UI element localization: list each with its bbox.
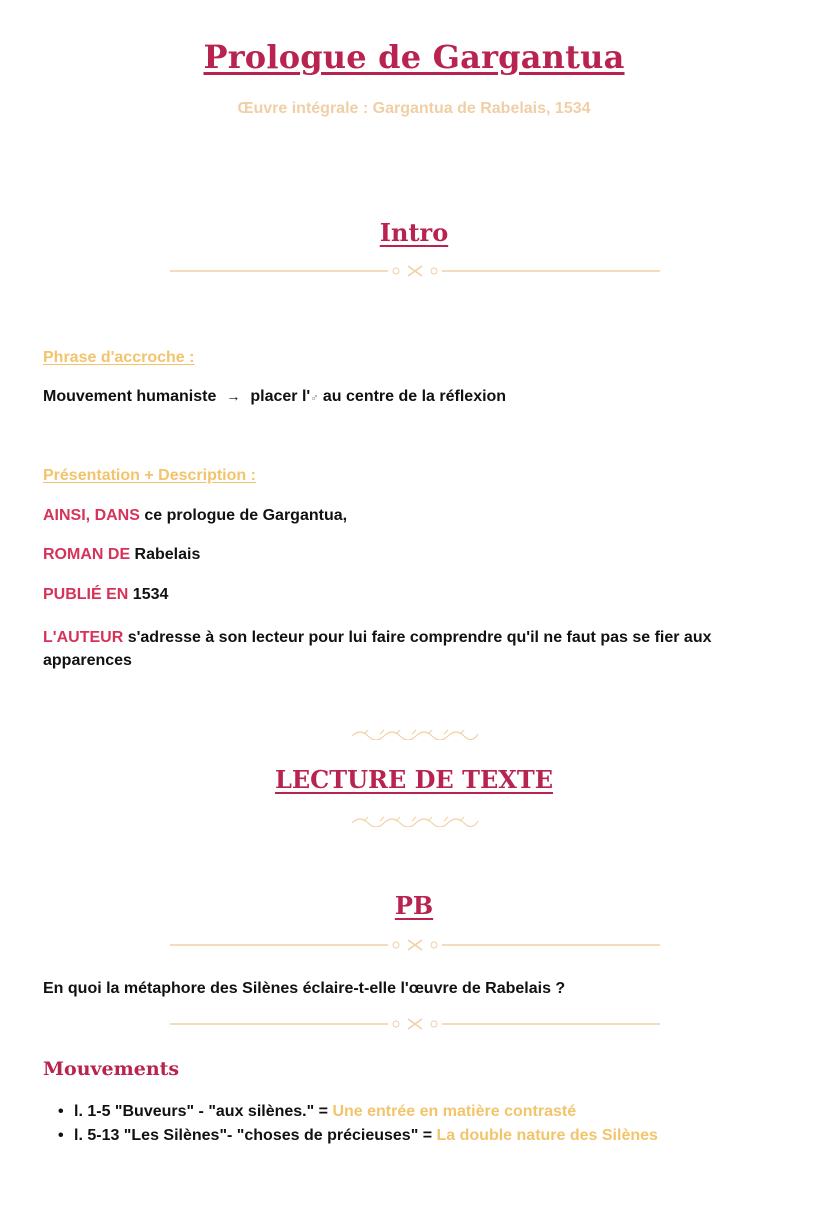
keyword: L'AUTEUR — [43, 629, 124, 646]
intro-heading: Intro — [379, 218, 449, 247]
mouvements-heading: Mouvements — [43, 1058, 180, 1080]
accroche-right-a: placer l' — [250, 388, 311, 405]
line-text: 1534 — [128, 586, 169, 603]
accroche-line — [43, 388, 506, 406]
mouvement-range: l. 1-5 "Buveurs" - "aux silènes." = — [74, 1103, 333, 1120]
line-text: s'adresse à son lecteur pour lui faire comprendre qu'il ne faut pas se fier aux apparences — [43, 629, 712, 669]
presentation-line — [43, 507, 347, 525]
pb-heading: PB — [394, 891, 434, 920]
ornament-divider — [170, 1018, 660, 1030]
page-subtitle: Œuvre intégrale : Gargantua de Rabelais, 1534 — [237, 100, 591, 117]
accroche-label: Phrase d'accroche : — [43, 349, 195, 366]
lecture-heading: LECTURE DE TEXTE — [274, 765, 554, 794]
accroche-right-b: au centre de la réflexion — [318, 388, 507, 405]
page-title: Prologue de Gargantua — [203, 38, 625, 76]
arrow-right-icon: → — [226, 388, 241, 404]
problematique-question: En quoi la métaphore des Silènes éclaire-t-elle l'œuvre de Rabelais ? — [43, 980, 566, 997]
presentation-line — [43, 586, 168, 604]
presentation-line — [43, 626, 793, 672]
mouvements-list — [58, 1100, 658, 1148]
line-text: ce prologue de Gargantua, — [139, 507, 348, 524]
flourish-ornament — [350, 815, 480, 827]
flourish-ornament — [350, 728, 480, 740]
mouvement-title: Une entrée en matière contrasté — [332, 1103, 577, 1120]
accroche-left: Mouvement humaniste — [43, 388, 217, 405]
keyword: PUBLIÉ EN — [43, 586, 129, 603]
presentation-label: Présentation + Description : — [43, 467, 256, 484]
list-item — [58, 1100, 658, 1124]
line-text: Rabelais — [130, 546, 201, 563]
male-symbol-icon: ♂ — [310, 392, 319, 404]
keyword: AINSI, DANS — [43, 507, 140, 524]
mouvement-title: La double nature des Silènes — [436, 1127, 658, 1144]
presentation-line — [43, 546, 200, 564]
mouvement-range: l. 5-13 "Les Silènes"- "choses de précieuses" = — [74, 1127, 437, 1144]
ornament-divider — [170, 265, 660, 277]
ornament-divider — [170, 939, 660, 951]
list-item — [58, 1124, 658, 1148]
keyword: ROMAN DE — [43, 546, 131, 563]
